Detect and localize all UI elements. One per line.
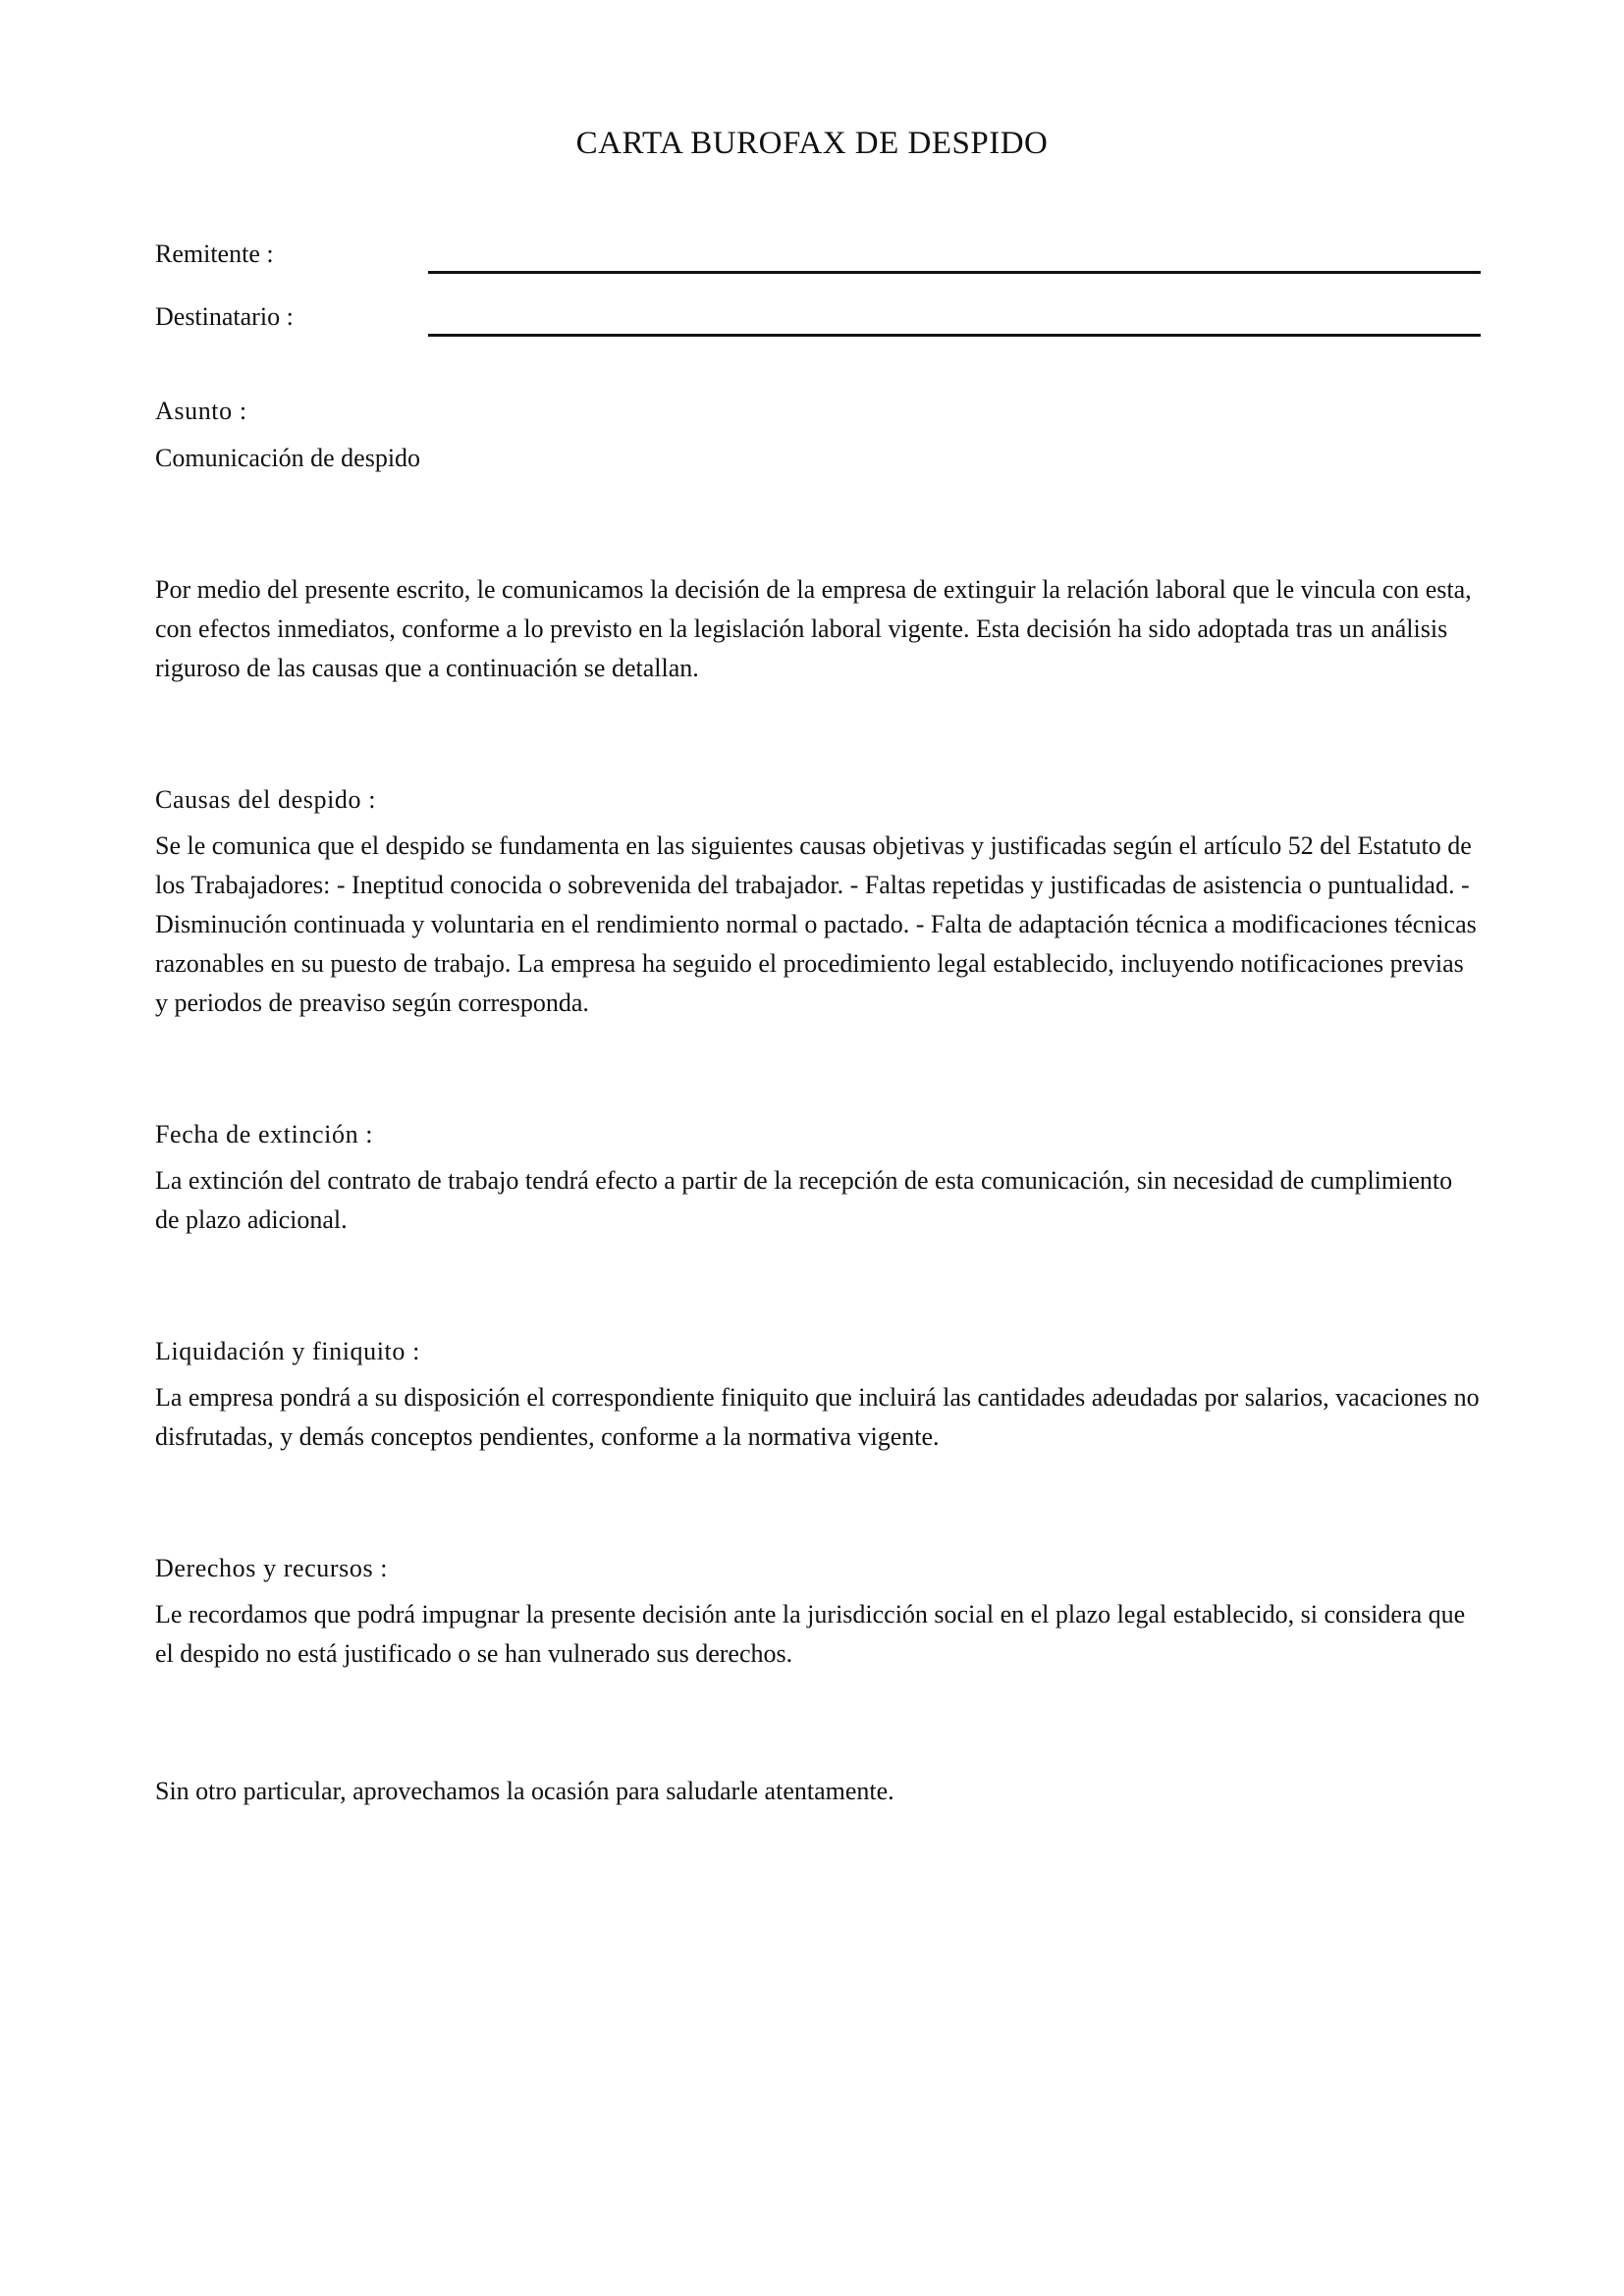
- section-heading-fecha: Fecha de extinción :: [155, 1120, 374, 1148]
- section-text-derechos: Le recordamos que podrá impugnar la presente decisión ante la jurisdicción social en el plazo legal establecido, si considera que el despido no está justificado o se han vulnerado sus derechos.: [155, 1600, 1466, 1668]
- section-heading-derechos: Derechos y recursos :: [155, 1554, 389, 1582]
- section-heading-liquidacion: Liquidación y finiquito :: [155, 1337, 420, 1365]
- closing-paragraph: Sin otro particular, aprovechamos la ocasión para saludarle atentamente.: [155, 1777, 894, 1805]
- section-text-fecha: La extinción del contrato de trabajo tendrá efecto a partir de la recepción de esta comunicación, sin necesidad de cumplimiento de plazo adicional.: [155, 1166, 1453, 1234]
- subject-heading: Asunto :: [155, 397, 247, 425]
- recipient-line[interactable]: [428, 334, 1481, 337]
- sender-label: Remitente :: [155, 240, 274, 268]
- document-title: CARTA BUROFAX DE DESPIDO: [575, 126, 1049, 161]
- section-text-liquidacion: La empresa pondrá a su disposición el correspondiente finiquito que incluirá las cantidades adeudadas por salarios, vacaciones no disfrutadas, y demás conceptos pendientes, conforme a la normativa vigente.: [155, 1383, 1480, 1451]
- section-text-causas: Se le comunica que el despido se fundamenta en las siguientes causas objetivas y justificadas según el artículo 52 del Estatuto de los Trabajadores: - Ineptitud conocida o sobrevenida del trabajador. - Faltas repetidas y justificadas de asistencia o puntualidad. - Disminución continuada y voluntaria en el rendimiento normal o pactado. - Falta de adaptación técnica a modificaciones técnicas razonables en su puesto de trabajo. La empresa ha seguido el procedimiento legal establecido, incluyendo notificaciones previas y periodos de preaviso según corresponda.: [155, 831, 1477, 1017]
- subject-text: Comunicación de despido: [155, 444, 421, 472]
- recipient-label: Destinatario :: [155, 302, 294, 331]
- intro-paragraph: Por medio del presente escrito, le comunicamos la decisión de la empresa de extinguir la relación laboral que le vincula con esta, con efectos inmediatos, conforme a lo previsto en la legislación laboral vigente. Esta decisión ha sido adoptada tras un análisis riguroso de las causas que a continuación se detallan.: [155, 575, 1472, 682]
- section-heading-causas: Causas del despido :: [155, 785, 377, 814]
- sender-line[interactable]: [428, 271, 1481, 274]
